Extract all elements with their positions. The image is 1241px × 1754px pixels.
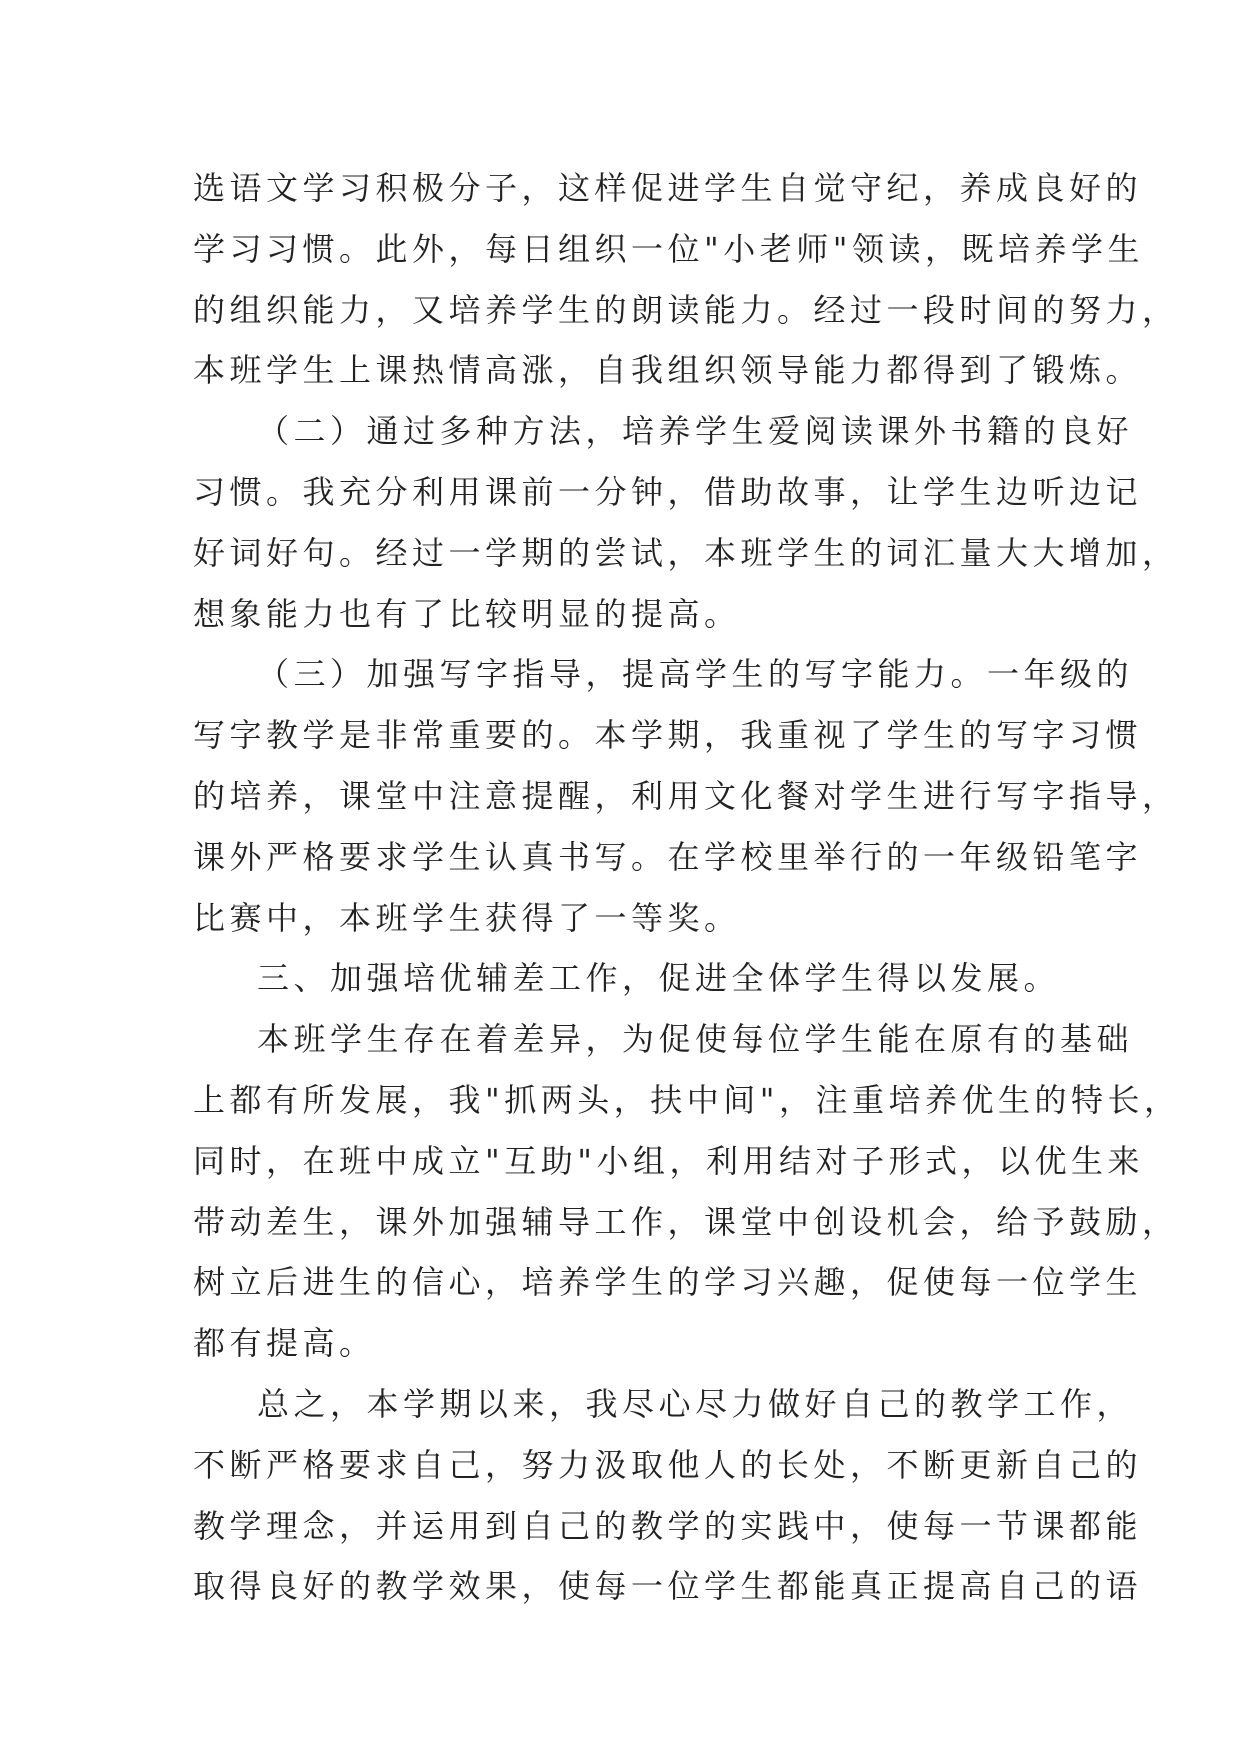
text-line: 比赛中，本班学生获得了一等奖。 — [193, 898, 741, 937]
paragraph — [193, 401, 1179, 644]
text-line: 习惯。我充分利用课前一分钟，借助故事，让学生边听边记 — [193, 472, 1143, 511]
paragraph — [193, 948, 1061, 1009]
text-line: 课外严格要求学生认真书写。在学校里举行的一年级铅笔字 — [193, 837, 1143, 876]
text-line: 取得良好的教学效果，使每一位学生都能真正提高自己的语 — [193, 1567, 1143, 1606]
document-body — [193, 158, 1181, 1617]
text-line: 三、加强培优辅差工作，促进全体学生得以发展。 — [257, 959, 1061, 998]
text-line: 上都有所发展，我"抓两头，扶中间"，注重培养优生的特长， — [193, 1080, 1181, 1119]
text-line: 好词好句。经过一学期的尝试，本班学生的词汇量大大增加， — [193, 533, 1179, 572]
text-line: 本班学生存在着差异，为促使每位学生能在原有的基础 — [257, 1020, 1134, 1059]
text-line: 树立后进生的信心，培养学生的学习兴趣，促使每一位学生 — [193, 1263, 1143, 1302]
text-line: 本班学生上课热情高涨，自我组织领导能力都得到了锻炼。 — [193, 351, 1143, 390]
text-line: 总之，本学期以来，我尽心尽力做好自己的教学工作， — [257, 1384, 1134, 1423]
text-line: 的组织能力，又培养学生的朗读能力。经过一段时间的努力， — [193, 290, 1179, 329]
text-line: （三）加强写字指导，提高学生的写字能力。一年级的 — [257, 655, 1134, 694]
text-line: 选语文学习积极分子，这样促进学生自觉守纪，养成良好的 — [193, 169, 1143, 207]
text-line: 的培养，课堂中注意提醒，利用文化餐对学生进行写字指导， — [193, 776, 1179, 815]
paragraph — [193, 1374, 1143, 1617]
text-line: 教学理念，并运用到自己的教学的实践中，使每一节课都能 — [193, 1506, 1143, 1545]
paragraph — [193, 158, 1179, 401]
text-line: 写字教学是非常重要的。本学期，我重视了学生的写字习惯 — [193, 716, 1143, 755]
text-line: 不断严格要求自己，努力汲取他人的长处，不断更新自己的 — [193, 1445, 1143, 1484]
text-line: 想象能力也有了比较明显的提高。 — [193, 594, 741, 633]
text-line: 学习习惯。此外，每日组织一位"小老师"领读，既培养学生 — [193, 229, 1144, 268]
paragraph — [193, 1009, 1181, 1374]
text-line: （二）通过多种方法，培养学生爱阅读课外书籍的良好 — [257, 412, 1134, 451]
text-line: 带动差生，课外加强辅导工作，课堂中创设机会，给予鼓励， — [193, 1202, 1179, 1241]
paragraph — [193, 644, 1179, 948]
text-line: 都有提高。 — [193, 1324, 376, 1363]
text-line: 同时，在班中成立"互助"小组，利用结对子形式，以优生来 — [193, 1141, 1144, 1180]
